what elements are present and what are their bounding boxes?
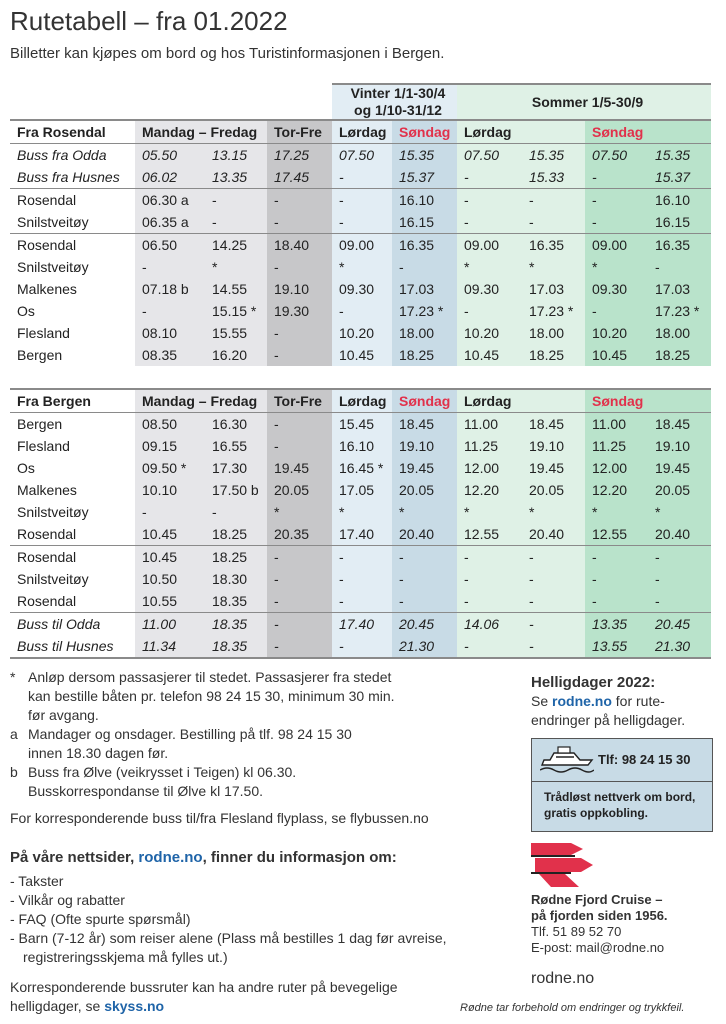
stop-name: Malkenes: [17, 281, 77, 297]
departure-time: *: [457, 256, 522, 278]
departure-time: -: [135, 300, 205, 322]
departure-time: -: [332, 635, 392, 658]
stop-name: Os: [17, 303, 35, 319]
table-row: [10, 322, 711, 344]
table-row: [10, 278, 711, 300]
skyss-link[interactable]: skyss.no: [104, 998, 165, 1014]
stop-name: Bergen: [17, 347, 63, 363]
departure-time: 08.35: [135, 344, 205, 366]
departure-time: 11.00: [135, 613, 205, 636]
departure-time: 20.05: [522, 479, 585, 501]
departure-time: 10.20: [332, 322, 392, 344]
departure-time: -: [392, 590, 457, 613]
departure-time: 18.40: [267, 234, 332, 257]
rodne-link[interactable]: rodne.no: [552, 693, 612, 709]
table-row: [10, 256, 711, 278]
departure-time: 09.00: [332, 234, 392, 257]
info-item: - Barn (7-12 år) som reiser alene (Plass må bestilles 1 dag før avreise,: [10, 930, 447, 946]
departure-time: 18.25: [205, 546, 267, 569]
departure-time: 15.35: [522, 144, 585, 167]
table-row: [10, 144, 711, 167]
departure-time: 16.20: [205, 344, 267, 366]
timetable: [10, 83, 711, 659]
departure-time: 17.23 *: [648, 300, 711, 322]
table-row: [10, 568, 711, 590]
table-row: [10, 635, 711, 658]
departure-time: 15.37: [392, 166, 457, 189]
departure-time: 17.23 *: [522, 300, 585, 322]
footnote-text: Busskorrespondanse til Ølve kl 17.50.: [28, 783, 264, 799]
departure-time: 18.30: [205, 568, 267, 590]
departure-time: 11.00: [457, 413, 522, 436]
day-header: Mandag – Fredag: [135, 120, 267, 144]
footnote-key: *: [10, 669, 16, 685]
departure-time: -: [135, 501, 205, 523]
departure-time: 19.45: [648, 457, 711, 479]
table-row: [10, 211, 711, 234]
departure-time: 18.45: [522, 413, 585, 436]
departure-time: 18.45: [392, 413, 457, 436]
info-item: - Vilkår og rabatter: [10, 892, 125, 908]
footnote-text: Buss fra Ølve (veikrysset i Teigen) kl 06.30.: [28, 764, 297, 780]
departure-time: -: [648, 546, 711, 569]
departure-time: 17.05: [332, 479, 392, 501]
departure-time: *: [332, 501, 392, 523]
stop-name: Os: [17, 460, 35, 476]
table-row: [10, 189, 711, 212]
stop-name: Snilstveitøy: [17, 214, 89, 230]
departure-time: 20.40: [648, 523, 711, 546]
departure-time: 17.45: [267, 166, 332, 189]
departure-time: 09.15: [135, 435, 205, 457]
departure-time: 21.30: [648, 635, 711, 658]
stop-name: Snilstveitøy: [17, 259, 89, 275]
departure-time: 15.35: [648, 144, 711, 167]
section-header-row: [10, 120, 711, 144]
departure-time: *: [332, 256, 392, 278]
departure-time: 10.45: [332, 344, 392, 366]
departure-time: -: [332, 211, 392, 234]
flybuss-note: For korresponderende buss til/fra Flesland flyplass, se flybussen.no: [10, 810, 429, 826]
departure-time: -: [585, 546, 648, 569]
departure-time: 10.45: [135, 546, 205, 569]
departure-time: 20.45: [392, 613, 457, 636]
departure-time: *: [522, 501, 585, 523]
table-row: [10, 479, 711, 501]
departure-time: 20.05: [392, 479, 457, 501]
website-info: [10, 848, 447, 967]
departure-time: -: [648, 568, 711, 590]
departure-time: -: [332, 166, 392, 189]
departure-time: 18.25: [648, 344, 711, 366]
departure-time: 10.50: [135, 568, 205, 590]
departure-time: 17.03: [392, 278, 457, 300]
footnote-key: a: [10, 726, 18, 742]
departure-time: -: [205, 189, 267, 212]
departure-time: 06.35 a: [135, 211, 205, 234]
stop-name: Malkenes: [17, 482, 77, 498]
footnote-key: b: [10, 764, 18, 780]
departure-time: -: [267, 413, 332, 436]
departure-time: 16.55: [205, 435, 267, 457]
departure-time: 17.40: [332, 613, 392, 636]
day-header: Søndag: [392, 120, 457, 144]
stop-name: Buss til Husnes: [10, 635, 135, 658]
departure-time: 17.40: [332, 523, 392, 546]
departure-time: -: [585, 568, 648, 590]
footnote-text: innen 18.30 dagen før.: [28, 745, 169, 761]
departure-time: -: [267, 546, 332, 569]
departure-time: 16.45 *: [332, 457, 392, 479]
departure-time: 18.35: [205, 613, 267, 636]
direction-header: Fra Bergen: [10, 389, 135, 413]
departure-time: 18.35: [205, 590, 267, 613]
departure-time: 15.45: [332, 413, 392, 436]
departure-time: 10.45: [135, 523, 205, 546]
section-header-row: [10, 389, 711, 413]
stop-name: Rosendal: [10, 189, 135, 212]
departure-time: 17.23 *: [392, 300, 457, 322]
day-header: Tor-Fre: [267, 389, 332, 413]
stop-name: Rosendal: [10, 234, 135, 257]
departure-time: 10.55: [135, 590, 205, 613]
departure-time: -: [457, 546, 522, 569]
departure-time: -: [522, 613, 585, 636]
table-row: [10, 234, 711, 257]
departure-time: -: [457, 300, 522, 322]
departure-time: -: [267, 256, 332, 278]
closing-line: helligdager, se skyss.no: [10, 998, 165, 1014]
departure-time: -: [332, 590, 392, 613]
departure-time: 19.30: [267, 300, 332, 322]
company-website[interactable]: rodne.no: [531, 970, 595, 987]
departure-time: -: [585, 300, 648, 322]
departure-time: 11.25: [457, 435, 522, 457]
departure-time: 18.25: [392, 344, 457, 366]
departure-time: -: [457, 166, 522, 189]
departure-time: -: [332, 546, 392, 569]
departure-time: 13.35: [205, 166, 267, 189]
departure-time: 12.55: [457, 523, 522, 546]
departure-time: 18.00: [392, 322, 457, 344]
holiday-note: [531, 673, 685, 730]
departure-time: 13.55: [585, 635, 648, 658]
departure-time: 16.30: [205, 413, 267, 436]
stop-name: Rosendal: [17, 526, 77, 542]
departure-time: -: [267, 635, 332, 658]
departure-time: -: [267, 322, 332, 344]
departure-time: -: [522, 546, 585, 569]
departure-time: -: [267, 344, 332, 366]
departure-time: -: [457, 635, 522, 658]
departure-time: 09.00: [457, 234, 522, 257]
footnote-text: Anløp dersom passasjerer til stedet. Passasjerer fra stedet: [28, 669, 392, 685]
table-row: [10, 413, 711, 436]
page-subtitle: Billetter kan kjøpes om bord og hos Turistinformasjonen i Bergen.: [10, 45, 445, 62]
departure-time: 16.10: [332, 435, 392, 457]
departure-time: 06.50: [135, 234, 205, 257]
info-item: registreringsskjema må fylles ut.): [23, 949, 228, 965]
departure-time: 20.40: [522, 523, 585, 546]
departure-time: 16.35: [522, 234, 585, 257]
departure-time: 10.45: [457, 344, 522, 366]
departure-time: 17.30: [205, 457, 267, 479]
departure-time: 10.45: [585, 344, 648, 366]
table-row: [10, 546, 711, 569]
departure-time: 09.30: [585, 278, 648, 300]
departure-time: 08.10: [135, 322, 205, 344]
day-header: Mandag – Fredag: [135, 389, 267, 413]
departure-time: -: [457, 211, 522, 234]
phone-number: Tlf: 98 24 15 30: [598, 752, 691, 767]
departure-time: 14.06: [457, 613, 522, 636]
footnote-text: Mandager og onsdager. Bestilling på tlf. 98 24 15 30: [28, 726, 352, 742]
info-item: - Takster: [10, 873, 64, 889]
departure-time: -: [585, 211, 648, 234]
departure-time: 14.25: [205, 234, 267, 257]
table-row: [10, 166, 711, 189]
departure-time: 11.25: [585, 435, 648, 457]
departure-time: -: [332, 568, 392, 590]
day-header: Lørdag: [457, 389, 585, 413]
departure-time: *: [648, 501, 711, 523]
day-header: Tor-Fre: [267, 120, 332, 144]
departure-time: *: [585, 501, 648, 523]
stop-name: Buss fra Odda: [17, 147, 107, 163]
departure-time: -: [585, 189, 648, 212]
departure-time: 16.10: [648, 189, 711, 212]
departure-time: 11.34: [135, 635, 205, 658]
departure-time: 16.10: [392, 189, 457, 212]
bus-routes-note: [10, 978, 398, 1016]
departure-time: -: [267, 189, 332, 212]
departure-time: -: [585, 590, 648, 613]
departure-time: 15.15 *: [205, 300, 267, 322]
departure-time: 19.10: [522, 435, 585, 457]
departure-time: -: [267, 568, 332, 590]
departure-time: -: [522, 211, 585, 234]
departure-time: *: [457, 501, 522, 523]
departure-time: 11.00: [585, 413, 648, 436]
departure-time: -: [457, 590, 522, 613]
page-title: Rutetabell – fra 01.2022: [10, 6, 288, 36]
departure-time: 20.05: [648, 479, 711, 501]
table-row: [10, 501, 711, 523]
departure-time: 09.50 *: [135, 457, 205, 479]
departure-time: -: [332, 300, 392, 322]
departure-time: 15.37: [648, 166, 711, 189]
departure-time: 17.50 b: [205, 479, 267, 501]
departure-time: -: [522, 635, 585, 658]
closing-line: Korresponderende bussruter kan ha andre ruter på bevegelige: [10, 979, 398, 995]
table-row: [10, 435, 711, 457]
holiday-line: endringer på helligdager.: [531, 712, 686, 728]
departure-time: 10.20: [585, 322, 648, 344]
departure-time: -: [332, 189, 392, 212]
day-header: Søndag: [392, 389, 457, 413]
departure-time: 07.18 b: [135, 278, 205, 300]
table-row: [10, 344, 711, 366]
summer-header: Sommer 1/5-30/9: [457, 84, 711, 120]
departure-time: 05.50: [135, 144, 205, 167]
winter-header: [332, 84, 457, 120]
departure-time: 18.00: [648, 322, 711, 344]
stop-name: Snilstveitøy: [17, 571, 89, 587]
departure-time: -: [457, 568, 522, 590]
departure-time: 18.25: [522, 344, 585, 366]
departure-time: 19.10: [392, 435, 457, 457]
website-info-heading: På våre nettsider, rodne.no, finner du informasjon om:: [10, 849, 397, 866]
company-name: Rødne Fjord Cruise –: [531, 892, 663, 907]
departure-time: 20.05: [267, 479, 332, 501]
stop-name: Buss fra Husnes: [17, 169, 120, 185]
departure-time: -: [392, 256, 457, 278]
footnotes: [10, 668, 429, 828]
departure-time: -: [267, 590, 332, 613]
stop-name: Snilstveitøy: [17, 504, 89, 520]
departure-time: 19.45: [522, 457, 585, 479]
departure-time: 13.15: [205, 144, 267, 167]
departure-time: -: [392, 546, 457, 569]
contact-box: [531, 738, 713, 832]
departure-time: 10.10: [135, 479, 205, 501]
departure-time: *: [522, 256, 585, 278]
day-header: Lørdag: [332, 389, 392, 413]
rodne-link[interactable]: rodne.no: [138, 849, 203, 866]
day-header: Lørdag: [457, 120, 585, 144]
holiday-line: Se rodne.no for rute-: [531, 693, 665, 709]
section-gap: [10, 366, 711, 389]
departure-time: 17.03: [648, 278, 711, 300]
departure-time: 06.30 a: [135, 189, 205, 212]
departure-time: 16.15: [648, 211, 711, 234]
departure-time: *: [267, 501, 332, 523]
day-header: Søndag: [585, 389, 711, 413]
departure-time: -: [267, 211, 332, 234]
ferry-icon: [540, 745, 594, 775]
company-email[interactable]: E-post: mail@rodne.no: [531, 940, 665, 955]
winter-header-line1: Vinter 1/1-30/4: [350, 85, 446, 101]
departure-time: *: [392, 501, 457, 523]
day-header: Søndag: [585, 120, 711, 144]
departure-time: -: [205, 501, 267, 523]
stop-name: Bergen: [17, 416, 63, 432]
departure-time: 16.35: [648, 234, 711, 257]
footnote-text: kan bestille båten pr. telefon 98 24 15 30, minimum 30 min.: [28, 688, 395, 704]
departure-time: -: [457, 189, 522, 212]
departure-time: 16.35: [392, 234, 457, 257]
departure-time: 18.25: [205, 523, 267, 546]
departure-time: 06.02: [135, 166, 205, 189]
departure-time: *: [585, 256, 648, 278]
departure-time: 20.40: [392, 523, 457, 546]
departure-time: *: [205, 256, 267, 278]
departure-time: -: [205, 211, 267, 234]
footnote-text: før avgang.: [28, 707, 99, 723]
departure-time: 08.50: [135, 413, 205, 436]
departure-time: 09.30: [332, 278, 392, 300]
departure-time: 15.55: [205, 322, 267, 344]
departure-time: 19.10: [648, 435, 711, 457]
departure-time: -: [267, 613, 332, 636]
table-row: [10, 613, 711, 636]
company-info: [531, 892, 668, 956]
departure-time: 18.35: [205, 635, 267, 658]
table-row: [10, 300, 711, 322]
departure-time: 17.25: [267, 144, 332, 167]
departure-time: -: [522, 590, 585, 613]
departure-time: 12.20: [585, 479, 648, 501]
departure-time: -: [267, 435, 332, 457]
winter-header-line2: og 1/10-31/12: [354, 102, 442, 118]
departure-time: 15.33: [522, 166, 585, 189]
departure-time: 09.30: [457, 278, 522, 300]
stop-name: Rosendal: [17, 593, 77, 609]
departure-time: -: [648, 590, 711, 613]
departure-time: 07.50: [332, 144, 392, 167]
departure-time: 12.00: [585, 457, 648, 479]
day-header: Lørdag: [332, 120, 392, 144]
wifi-note: Trådløst nettverk om bord, gratis oppkobling.: [544, 790, 696, 820]
departure-time: 17.03: [522, 278, 585, 300]
holiday-title: Helligdager 2022:: [531, 674, 656, 691]
stop-name: Rosendal: [10, 546, 135, 569]
season-header-row: [10, 84, 711, 120]
departure-time: 09.00: [585, 234, 648, 257]
departure-time: 19.45: [267, 457, 332, 479]
departure-time: -: [585, 166, 648, 189]
departure-time: 19.45: [392, 457, 457, 479]
departure-time: 07.50: [585, 144, 648, 167]
rodne-logo: [531, 843, 599, 887]
table-row: [10, 523, 711, 546]
departure-time: -: [522, 568, 585, 590]
departure-time: -: [135, 256, 205, 278]
departure-time: 12.00: [457, 457, 522, 479]
direction-header: Fra Rosendal: [10, 120, 135, 144]
departure-time: 20.35: [267, 523, 332, 546]
departure-time: 10.20: [457, 322, 522, 344]
stop-name: Flesland: [17, 325, 70, 341]
company-tagline: på fjorden siden 1956.: [531, 908, 668, 923]
departure-time: -: [392, 568, 457, 590]
departure-time: 12.20: [457, 479, 522, 501]
departure-time: 21.30: [392, 635, 457, 658]
departure-time: 13.35: [585, 613, 648, 636]
stop-name: Buss til Odda: [10, 613, 135, 636]
company-phone: Tlf. 51 89 52 70: [531, 924, 622, 939]
table-row: [10, 590, 711, 613]
departure-time: 20.45: [648, 613, 711, 636]
departure-time: 15.35: [392, 144, 457, 167]
info-item: - FAQ (Ofte spurte spørsmål): [10, 911, 191, 927]
departure-time: 12.55: [585, 523, 648, 546]
departure-time: 07.50: [457, 144, 522, 167]
departure-time: 14.55: [205, 278, 267, 300]
departure-time: -: [648, 256, 711, 278]
departure-time: -: [522, 189, 585, 212]
disclaimer: Rødne tar forbehold om endringer og trykkfeil.: [460, 1002, 685, 1014]
stop-name: Flesland: [17, 438, 70, 454]
departure-time: 18.00: [522, 322, 585, 344]
table-row: [10, 457, 711, 479]
departure-time: 19.10: [267, 278, 332, 300]
departure-time: 18.45: [648, 413, 711, 436]
departure-time: 16.15: [392, 211, 457, 234]
